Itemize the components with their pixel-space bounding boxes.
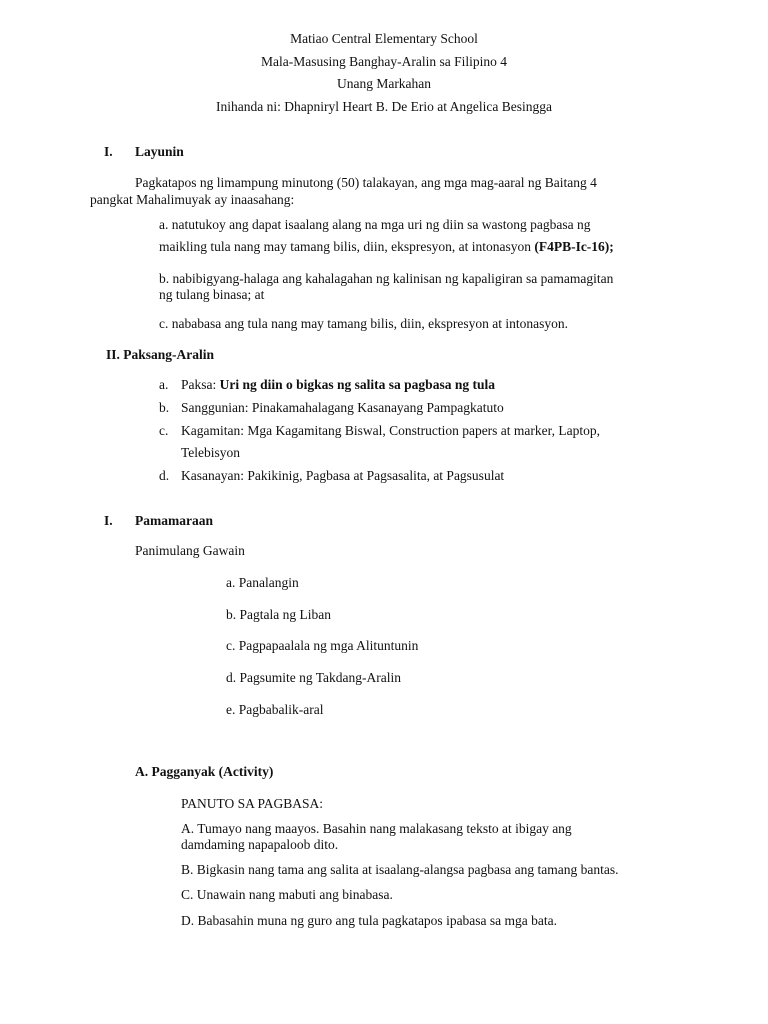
- section-1-numeral: I.: [104, 144, 113, 159]
- section-3-numeral: I.: [104, 513, 113, 528]
- prepared-by: Inihanda ni: Dhapniryl Heart B. De Erio at Angelica Besingga: [216, 99, 552, 114]
- preliminary-activities-heading: Panimulang Gawain: [135, 543, 245, 558]
- section-3-heading: Pamamaraan: [135, 513, 213, 528]
- paksa-item-materials-cont: Telebisyon: [181, 445, 241, 460]
- objective-a-line-2: maikling tula nang may tamang bilis, diin, ekspresyon, at intonasyon (F4PB-Ic-16);: [159, 239, 614, 254]
- preliminary-item-e: e. Pagbabalik-aral: [226, 702, 324, 717]
- instruction-a-line-2: damdaming napapaloob dito.: [181, 837, 339, 852]
- objective-c: c. nababasa ang tula nang may tamang bilis, diin, ekspresyon at intonasyon.: [159, 316, 569, 331]
- preliminary-item-a: a. Panalangin: [226, 575, 299, 590]
- school-name: Matiao Central Elementary School: [290, 31, 478, 46]
- paksa-item-topic: Paksa: Uri ng diin o bigkas ng salita sa pagbasa ng tula: [181, 377, 495, 392]
- section-2-heading: II. Paksang-Aralin: [106, 347, 215, 362]
- preliminary-item-b: b. Pagtala ng Liban: [226, 607, 331, 622]
- reading-instructions-title: PANUTO SA PAGBASA:: [181, 796, 324, 811]
- quarter-label: Unang Markahan: [336, 76, 432, 91]
- paksa-marker-c: c.: [159, 423, 169, 438]
- objective-b-line-2: ng tulang binasa; at: [159, 287, 265, 302]
- preliminary-item-d: d. Pagsumite ng Takdang-Aralin: [226, 670, 402, 685]
- intro-line-1: Pagkatapos ng limampung minutong (50) talakayan, ang mga mag-aaral ng Baitang 4: [135, 175, 597, 190]
- objective-a-line-1: a. natutukoy ang dapat isaalang alang na mga uri ng diin sa wastong pagbasa ng: [159, 217, 591, 232]
- instruction-d: D. Babasahin muna ng guro ang tula pagkatapos ipabasa sa mga bata.: [181, 913, 558, 928]
- paksa-marker-d: d.: [159, 468, 170, 483]
- objective-code: (F4PB-Ic-16);: [534, 239, 614, 254]
- objective-b-line-1: b. nabibigyang-halaga ang kahalagahan ng kalinisan ng kapaligiran sa pamamagitan: [159, 271, 614, 286]
- instruction-c: C. Unawain nang mabuti ang binabasa.: [181, 887, 393, 902]
- instruction-b: B. Bigkasin nang tama ang salita at isaalang-alangsa pagbasa ang tamang bantas.: [181, 862, 619, 877]
- paksa-marker-a: a.: [159, 377, 169, 392]
- instruction-a-line-1: A. Tumayo nang maayos. Basahin nang malakasang teksto at ibigay ang: [181, 821, 572, 836]
- activity-heading: A. Pagganyak (Activity): [135, 764, 274, 779]
- paksa-item-skills: Kasanayan: Pakikinig, Pagbasa at Pagsasalita, at Pagsusulat: [181, 468, 505, 483]
- paksa-item-materials: Kagamitan: Mga Kagamitang Biswal, Construction papers at marker, Laptop,: [181, 423, 600, 438]
- paksa-item-reference: Sanggunian: Pinakamahalagang Kasanayang Pampagkatuto: [181, 400, 504, 415]
- preliminary-item-c: c. Pagpapaalala ng mga Alituntunin: [226, 638, 419, 653]
- document-title: Mala-Masusing Banghay-Aralin sa Filipino 4: [261, 54, 507, 69]
- paksa-marker-b: b.: [159, 400, 170, 415]
- section-1-heading: Layunin: [135, 144, 184, 159]
- intro-line-2: pangkat Mahalimuyak ay inaasahang:: [90, 192, 295, 207]
